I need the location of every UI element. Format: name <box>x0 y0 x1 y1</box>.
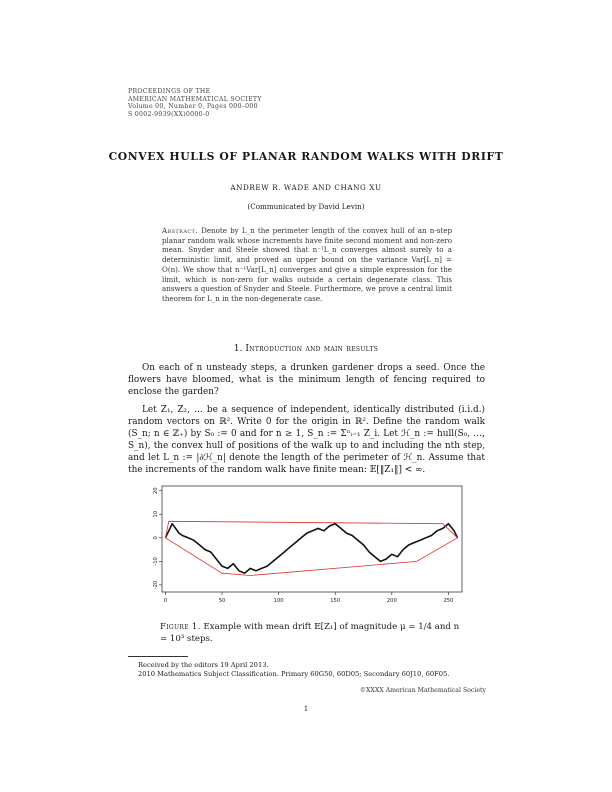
footnote-rule <box>128 656 188 657</box>
random-walk-figure <box>150 482 468 614</box>
random-walk-path <box>165 524 457 574</box>
x-tick-label: 150 <box>330 598 341 604</box>
abstract-text: Denote by L_n the perimeter length of the convex hull of an n-step planar random walk whose increments have finite second moment and non-zero mean. Snyder and Steele showed that n⁻¹L_n converges almost surely to a deterministic limit, and proved an upper bound on the variance Var[L_n] = O(n). We show that n⁻¹Var[L_n] converges and give a simple expression for the limit, which is non-zero for walks outside a certain degenerate class. This answers a question of Snyder and Steele. Furthermore, we prove a central limit theorem for L_n in the non-degenerate case. <box>162 226 452 303</box>
abstract <box>162 226 452 304</box>
journal-header <box>128 88 262 118</box>
page-number: 1 <box>303 705 309 713</box>
section-heading <box>0 344 612 354</box>
x-tick-label: 200 <box>386 598 397 604</box>
figure-caption <box>160 622 460 645</box>
journal-line-4: S 0002-9939(XX)0000-0 <box>128 110 210 118</box>
x-axis-ticks <box>164 592 454 604</box>
convex-hull-outline <box>165 521 457 575</box>
msc-classification: 2010 Mathematics Subject Classification. Primary 60G50, 60D05; Secondary 60J10, 60F05. <box>138 670 450 678</box>
section-number: 1. <box>233 344 243 354</box>
communicated-by: (Communicated by David Levin) <box>247 202 365 211</box>
paragraph-1: On each of n unsteady steps, a drunken gardener drops a seed. Once the flowers have bloomed, what is the minimum length of fencing required to enclose the garden? <box>128 363 485 397</box>
journal-line-3: Volume 00, Number 0, Pages 000–000 <box>128 103 258 111</box>
authors: ANDREW R. WADE AND CHANG XU <box>230 183 382 192</box>
x-tick-label: 250 <box>443 598 454 604</box>
y-axis-ticks <box>153 487 162 589</box>
abstract-label: Abstract. <box>162 226 198 235</box>
copyright: ©XXXX American Mathematical Society <box>359 687 486 694</box>
section-title: Introduction and main results <box>245 344 379 354</box>
y-tick-label: 10 <box>153 510 159 518</box>
figure-label: Figure 1. <box>160 622 201 632</box>
x-tick-label: 0 <box>163 598 168 604</box>
received-date: Received by the editors 19 April 2013. <box>138 661 269 669</box>
paper-title: CONVEX HULLS OF PLANAR RANDOM WALKS WITH DRIFT <box>108 150 504 163</box>
plot-frame <box>162 486 462 592</box>
figure-caption-text: Example with mean drift 𝔼[Z₁] of magnitude μ = 1/4 and n = 10³ steps. <box>160 622 460 644</box>
y-tick-label: 20 <box>153 487 159 495</box>
paragraph-2: Let Z₁, Z₂, … be a sequence of independent, identically distributed (i.i.d.) random vectors on ℝ². Write 0 for the origin in ℝ². Define the random walk (S_n; n ∈ ℤ₊) by S₀ := 0 and for n ≥ 1, S_n := Σⁿᵢ₌₁ Z_i. Let ℋ_n := hull(S₀, …, S_n), the convex hull of positions of the walk up to and including the nth step, and let L_n := |∂ℋ_n| denote the length of the perimeter of ℋ_n. Assume that the increments of the random walk have finite mean: 𝔼[‖Z₁‖] < ∞. <box>128 405 485 475</box>
x-tick-label: 50 <box>218 598 226 604</box>
journal-line-1: PROCEEDINGS OF THE <box>128 88 211 95</box>
y-tick-label: 0 <box>153 536 159 540</box>
x-tick-label: 100 <box>273 598 284 604</box>
journal-line-2: AMERICAN MATHEMATICAL SOCIETY <box>128 95 262 103</box>
y-tick-label: -20 <box>153 580 159 590</box>
y-tick-label: -10 <box>153 557 159 566</box>
